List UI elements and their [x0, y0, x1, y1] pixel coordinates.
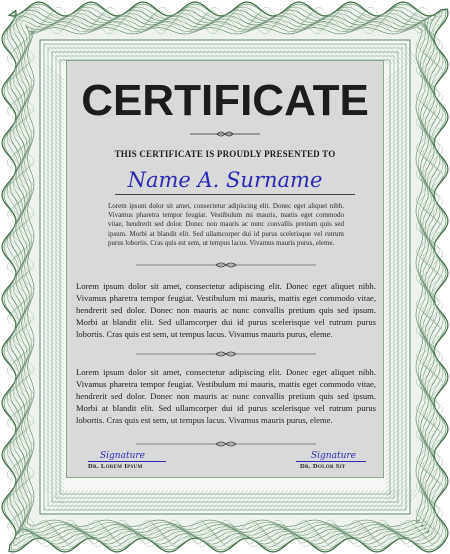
body-paragraph-1: Lorem ipsum dolor sit amet, consectetur adipiscing elit. Donec eget aliquet nibh. Vivamus pharetra tempor feugiat. Vestibulum mi mauris, mattis eget commodo vitae, hendrerit sed dolor. Donec non mauris ac nunc convallis pretium quis sed ipsum. Morbi at blandit elit. Sed ullamcorper dui id purus scelerisque vel rutrum purus lobortis. Cras quis est sem, ut tempus lacus. Vivamus mauris purus, eleme.	[76, 281, 376, 339]
body-paragraph-2: Lorem ipsum dolor sit amet, consectetur adipiscing elit. Donec eget aliquet nibh. Vivamus pharetra tempor feugiat. Vestibulum mi mauris, mattis eget commodo vitae, hendrerit sed dolor. Donec non mauris ac nunc convallis pretium quis sed ipsum. Morbi at blandit elit. Sed ullamcorper dui id purus scelerisque vel rutrum purus lobortis. Cras quis est sem, ut tempus lacus. Vivamus mauris purus, eleme.	[76, 367, 376, 425]
left-signature-line	[88, 461, 166, 462]
intro-paragraph: Lorem ipsum dolor sit amet, consectetur adipiscing elit. Donec eget aliquet nibh. Vivamus pharetra tempor feugiat. Vestibulum mi mauris, mattis eget commodo vitae, hendrerit sed dolor. Donec non mauris ac nunc convallis pretium quis sed ipsum. Morbi at blandit elit. Sed ullamcorper dui id purus scelerisque vel rutrum purus lobortis. Cras quis est sem, ut tempus lacus. Vivamus mauris purus, eleme.	[108, 202, 344, 247]
left-signature-script: Signature	[100, 451, 146, 461]
recipient-name: Name A. Surname	[127, 168, 323, 192]
certificate-title: CERTIFICATE	[81, 76, 369, 125]
left-signatory-name: Dr. Lorem Ipsum	[88, 463, 143, 470]
recipient-name-underline	[115, 194, 355, 195]
right-signatory-name: Dr. Dolor Sit	[300, 463, 346, 470]
section-divider-1	[136, 261, 316, 269]
section-divider-3	[136, 440, 316, 448]
right-signature-script: Signature	[311, 451, 357, 461]
right-signature-line	[296, 461, 366, 462]
section-divider-2	[136, 350, 316, 358]
title-divider-ornament	[190, 130, 260, 138]
presented-to-line: THIS CERTIFICATE IS PROUDLY PRESENTED TO	[114, 149, 336, 159]
